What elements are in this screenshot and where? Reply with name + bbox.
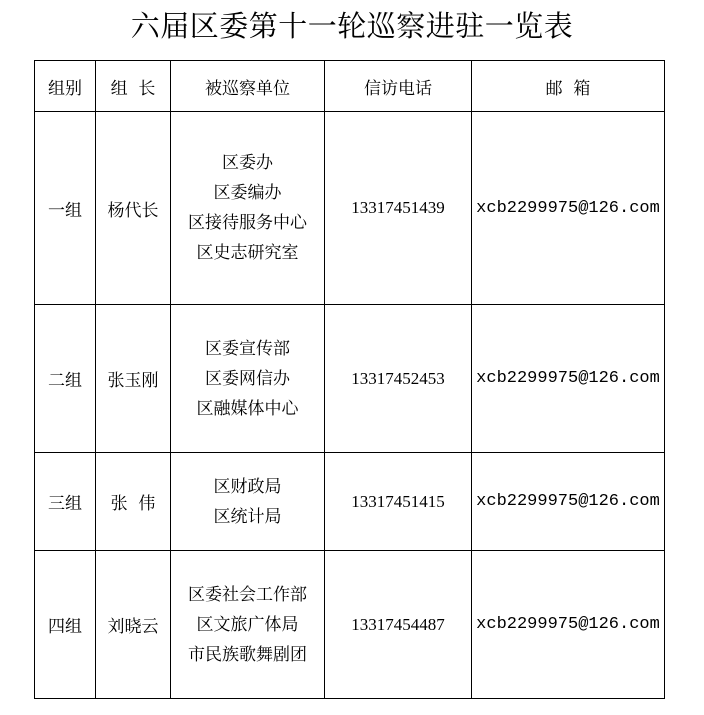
units-cell [171,112,325,305]
unit-name: 区委宣传部 [205,338,290,359]
header-leader: 组 长 [96,61,171,112]
unit-name: 市民族歌舞剧团 [188,644,307,665]
group-cell: 一组 [35,112,96,305]
group-cell: 四组 [35,551,96,699]
email-cell: xcb2299975@126.com [472,112,665,305]
header-group: 组别 [35,61,96,112]
units-cell [171,453,325,551]
unit-name: 区委社会工作部 [188,584,307,605]
unit-name: 区融媒体中心 [196,398,299,419]
email-cell: xcb2299975@126.com [472,551,665,699]
unit-name: 区财政局 [213,476,282,497]
units-cell [171,551,325,699]
phone-cell: 13317452453 [325,305,472,453]
leader-cell: 刘晓云 [96,551,171,699]
table-row [35,453,665,551]
header-phone: 信访电话 [325,61,472,112]
header-row [35,61,665,112]
unit-name: 区接待服务中心 [188,213,307,233]
leader-cell: 张 伟 [96,453,171,551]
unit-name: 区委编办 [213,183,282,203]
page-title: 六届区委第十一轮巡察进驻一览表 [130,9,574,43]
unit-name: 区史志研究室 [196,243,299,263]
unit-name: 区委办 [222,153,273,173]
table-row [35,305,665,453]
group-cell: 三组 [35,453,96,551]
unit-name: 区委网信办 [205,368,290,389]
header-units: 被巡察单位 [171,61,325,112]
table-row [35,551,665,699]
leader-cell: 张玉刚 [96,305,171,453]
leader-cell: 杨代长 [96,112,171,305]
email-cell: xcb2299975@126.com [472,305,665,453]
phone-cell: 13317451415 [325,453,472,551]
unit-name: 区文旅广体局 [196,614,299,635]
email-cell: xcb2299975@126.com [472,453,665,551]
phone-cell: 13317451439 [325,112,472,305]
group-cell: 二组 [35,305,96,453]
header-email: 邮 箱 [472,61,665,112]
phone-cell: 13317454487 [325,551,472,699]
inspection-table [34,60,665,699]
unit-name: 区统计局 [213,506,282,527]
table-row [35,112,665,305]
units-cell [171,305,325,453]
